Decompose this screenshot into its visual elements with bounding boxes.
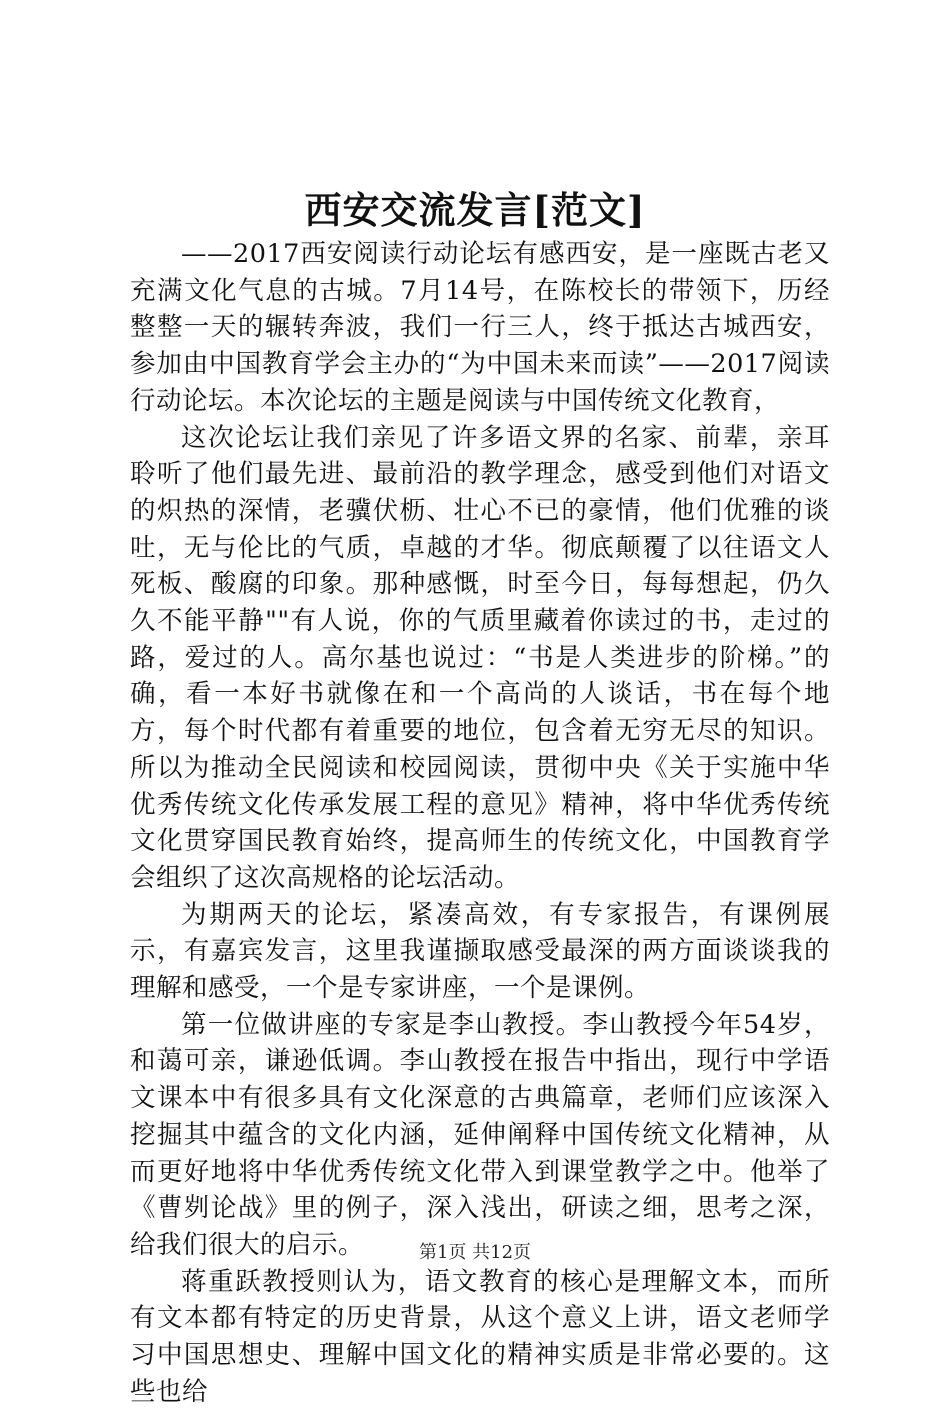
page-number-footer: 第1页 共12页 [418, 1242, 532, 1263]
document-title: 西安交流发言[范文] [304, 188, 646, 232]
paragraph: 为期两天的论坛，紧凑高效，有专家报告，有课例展示，有嘉宾发言，这里我谨撷取感受最深的两方面谈谈我的理解和感受，一个是专家讲座，一个是课例。 [130, 899, 830, 1004]
paragraph: ——2017西安阅读行动论坛有感西安，是一座既古老又充满文化气息的古城。7月14号，在陈校长的带领下，历经整整一天的辗转奔波，我们一行三人，终于抵达古城西安，参加由中国教育学会主办的“为中国未来而读”——2017阅读行动论坛。本次论坛的主题是阅读与中国传统文化教育， [130, 239, 830, 416]
paragraph: 第一位做讲座的专家是李山教授。李山教授今年54岁，和蔼可亲，谦逊低调。李山教授在报告中指出，现行中学语文课本中有很多具有文化深意的古典篇章，老师们应该深入挖掘其中蕴含的文化内涵，延伸阐释中国传统文化精神，从而更好地将中华优秀传统文化带入到课堂教学之中。他举了《曹刿论战》里的例子，深入浅出，研读之细，思考之深，给我们很大的启示。 [130, 1009, 830, 1260]
paragraph: 蒋重跃教授则认为，语文教育的核心是理解文本，而所有文本都有特定的历史背景，从这个意义上讲，语文老师学习中国思想史、理解中国文化的精神实质是非常必要的。这些也给 [130, 1266, 830, 1407]
document-body [130, 236, 830, 1411]
paragraph: 这次论坛让我们亲见了许多语文界的名家、前辈，亲耳聆听了他们最先进、最前沿的教学理念，感受到他们对语文的炽热的深情，老骥伏枥、壮心不已的豪情，他们优雅的谈吐，无与伦比的气质，卓越的才华。彻底颠覆了以往语文人死板、酸腐的印象。那种感慨，时至今日，每每想起，仍久久不能平静""有人说，你的气质里藏着你读过的书，走过的路，爱过的人。高尔基也说过：“书是人类进步的阶梯。”的确，看一本好书就像在和一个高尚的人谈话，书在每个地方，每个时代都有着重要的地位，包含着无穷无尽的知识。所以为推动全民阅读和校园阅读，贯彻中央《关于实施中华优秀传统文化传承发展工程的意见》精神，将中华优秀传统文化贯穿国民教育始终，提高师生的传统文化，中国教育学会组织了这次高规格的论坛活动。 [130, 422, 830, 893]
